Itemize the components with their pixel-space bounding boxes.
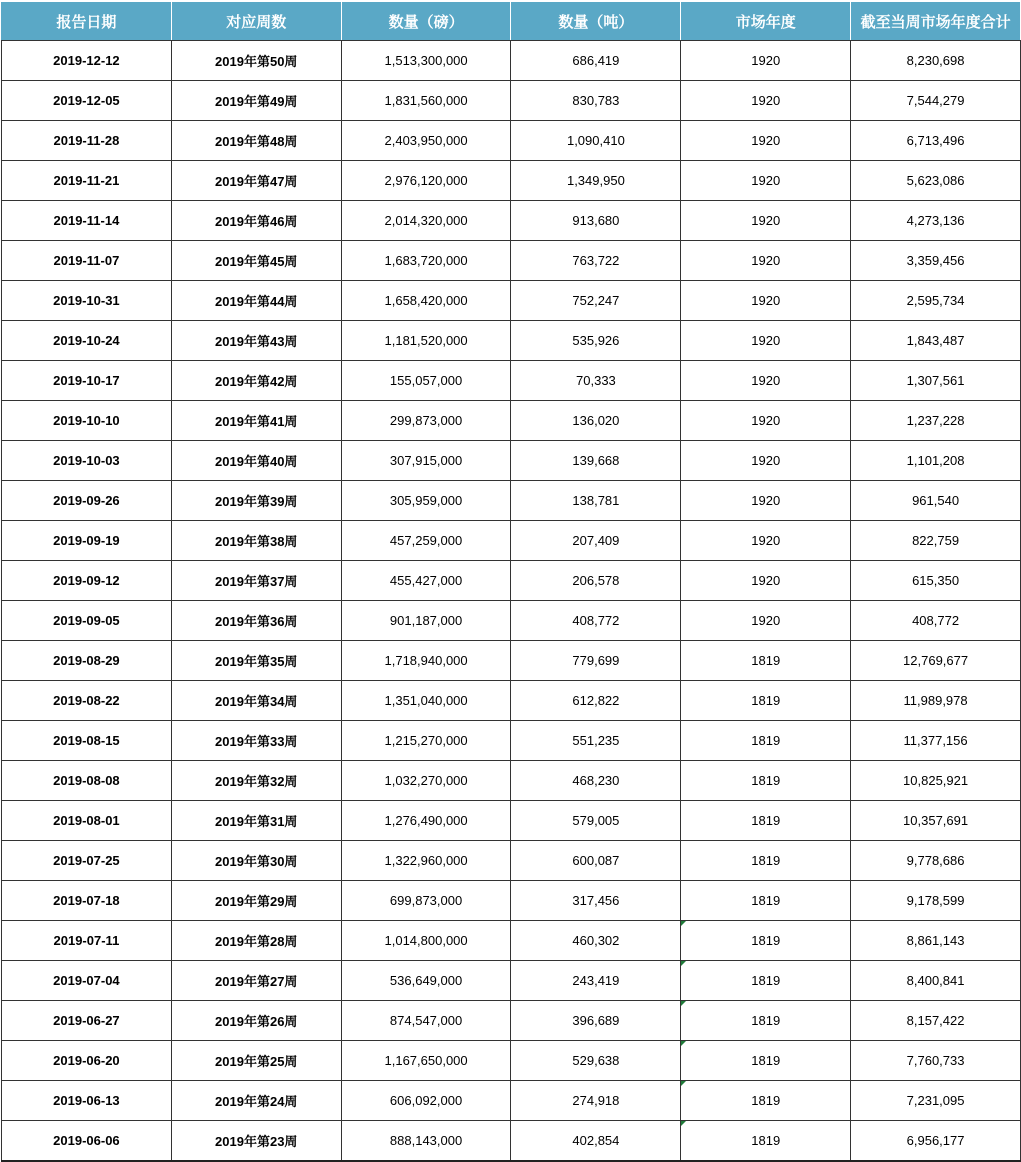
market-year-cell[interactable]: 1920 xyxy=(681,281,851,321)
week-cell[interactable]: 2019年第37周 xyxy=(171,561,341,601)
report-date-cell[interactable]: 2019-12-12 xyxy=(2,41,172,81)
table-row xyxy=(2,81,1021,121)
quantity-pounds-cell[interactable]: 699,873,000 xyxy=(341,881,511,921)
cumulative-total-cell[interactable]: 8,157,422 xyxy=(851,1001,1021,1041)
quantity-tons-cell[interactable]: 408,772 xyxy=(511,601,681,641)
quantity-tons-cell[interactable]: 579,005 xyxy=(511,801,681,841)
report-date-cell[interactable]: 2019-11-28 xyxy=(2,121,172,161)
week-cell[interactable]: 2019年第35周 xyxy=(171,641,341,681)
quantity-tons-cell[interactable]: 468,230 xyxy=(511,761,681,801)
quantity-tons-cell[interactable]: 913,680 xyxy=(511,201,681,241)
market-year-cell[interactable]: 1920 xyxy=(681,561,851,601)
cumulative-total-cell[interactable]: 7,231,095 xyxy=(851,1081,1021,1121)
table-row xyxy=(2,401,1021,441)
report-date-cell[interactable]: 2019-10-31 xyxy=(2,281,172,321)
quantity-tons-cell[interactable]: 763,722 xyxy=(511,241,681,281)
report-date-cell[interactable]: 2019-11-21 xyxy=(2,161,172,201)
cumulative-total-cell[interactable]: 12,769,677 xyxy=(851,641,1021,681)
market-year-cell[interactable]: 1920 xyxy=(681,161,851,201)
quantity-tons-cell[interactable]: 551,235 xyxy=(511,721,681,761)
cumulative-total-cell[interactable]: 10,357,691 xyxy=(851,801,1021,841)
week-cell[interactable]: 2019年第36周 xyxy=(171,601,341,641)
report-date-cell[interactable]: 2019-10-03 xyxy=(2,441,172,481)
table-row xyxy=(2,721,1021,761)
quantity-tons-cell[interactable]: 535,926 xyxy=(511,321,681,361)
cumulative-total-cell[interactable]: 11,377,156 xyxy=(851,721,1021,761)
table-row xyxy=(2,441,1021,481)
report-date-cell[interactable]: 2019-08-08 xyxy=(2,761,172,801)
quantity-pounds-cell[interactable]: 155,057,000 xyxy=(341,361,511,401)
quantity-tons-cell[interactable]: 752,247 xyxy=(511,281,681,321)
report-date-cell[interactable]: 2019-11-14 xyxy=(2,201,172,241)
cumulative-total-cell[interactable]: 3,359,456 xyxy=(851,241,1021,281)
table-row xyxy=(2,681,1021,721)
column-header-market-year[interactable]: 市场年度 xyxy=(681,2,851,41)
quantity-tons-cell[interactable]: 139,668 xyxy=(511,441,681,481)
report-date-cell[interactable]: 2019-09-19 xyxy=(2,521,172,561)
quantity-tons-cell[interactable]: 274,918 xyxy=(511,1081,681,1121)
cumulative-total-cell[interactable]: 7,760,733 xyxy=(851,1041,1021,1081)
week-cell[interactable]: 2019年第49周 xyxy=(171,81,341,121)
week-cell[interactable]: 2019年第47周 xyxy=(171,161,341,201)
market-year-cell[interactable]: 1819 xyxy=(681,841,851,881)
quantity-tons-cell[interactable]: 686,419 xyxy=(511,41,681,81)
table-row xyxy=(2,321,1021,361)
report-date-cell[interactable]: 2019-09-12 xyxy=(2,561,172,601)
table-row xyxy=(2,521,1021,561)
table-body xyxy=(2,41,1021,1162)
market-year-cell[interactable]: 1819 xyxy=(681,801,851,841)
report-date-cell[interactable]: 2019-12-05 xyxy=(2,81,172,121)
cumulative-total-cell[interactable]: 8,400,841 xyxy=(851,961,1021,1001)
report-date-cell[interactable]: 2019-06-13 xyxy=(2,1081,172,1121)
market-year-cell[interactable]: 1819 xyxy=(681,681,851,721)
week-cell[interactable]: 2019年第23周 xyxy=(171,1121,341,1162)
table-row xyxy=(2,641,1021,681)
quantity-pounds-cell[interactable]: 874,547,000 xyxy=(341,1001,511,1041)
quantity-tons-cell[interactable]: 830,783 xyxy=(511,81,681,121)
week-cell[interactable]: 2019年第44周 xyxy=(171,281,341,321)
cumulative-total-cell[interactable]: 1,237,228 xyxy=(851,401,1021,441)
quantity-tons-cell[interactable]: 317,456 xyxy=(511,881,681,921)
market-year-cell[interactable]: 1920 xyxy=(681,361,851,401)
quantity-pounds-cell[interactable]: 2,403,950,000 xyxy=(341,121,511,161)
market-year-cell[interactable]: 1819 xyxy=(681,921,851,961)
market-year-cell[interactable]: 1819 xyxy=(681,1041,851,1081)
quantity-pounds-cell[interactable]: 455,427,000 xyxy=(341,561,511,601)
column-header-week[interactable]: 对应周数 xyxy=(171,2,341,41)
header-row xyxy=(2,2,1021,41)
report-date-cell[interactable]: 2019-09-05 xyxy=(2,601,172,641)
market-year-cell[interactable]: 1920 xyxy=(681,441,851,481)
week-cell[interactable]: 2019年第27周 xyxy=(171,961,341,1001)
week-cell[interactable]: 2019年第31周 xyxy=(171,801,341,841)
market-year-cell[interactable]: 1920 xyxy=(681,521,851,561)
week-cell[interactable]: 2019年第50周 xyxy=(171,41,341,81)
report-date-cell[interactable]: 2019-08-22 xyxy=(2,681,172,721)
market-year-cell[interactable]: 1920 xyxy=(681,81,851,121)
table-row xyxy=(2,881,1021,921)
quantity-pounds-cell[interactable]: 305,959,000 xyxy=(341,481,511,521)
report-date-cell[interactable]: 2019-10-17 xyxy=(2,361,172,401)
market-year-cell[interactable]: 1819 xyxy=(681,1081,851,1121)
quantity-pounds-cell[interactable]: 1,513,300,000 xyxy=(341,41,511,81)
quantity-pounds-cell[interactable]: 1,322,960,000 xyxy=(341,841,511,881)
report-date-cell[interactable]: 2019-09-26 xyxy=(2,481,172,521)
week-cell[interactable]: 2019年第46周 xyxy=(171,201,341,241)
quantity-tons-cell[interactable]: 460,302 xyxy=(511,921,681,961)
market-year-cell[interactable]: 1920 xyxy=(681,601,851,641)
week-cell[interactable]: 2019年第28周 xyxy=(171,921,341,961)
market-year-cell[interactable]: 1819 xyxy=(681,881,851,921)
report-date-cell[interactable]: 2019-07-04 xyxy=(2,961,172,1001)
quantity-tons-cell[interactable]: 136,020 xyxy=(511,401,681,441)
quantity-pounds-cell[interactable]: 606,092,000 xyxy=(341,1081,511,1121)
market-year-cell[interactable]: 1819 xyxy=(681,961,851,1001)
quantity-tons-cell[interactable]: 70,333 xyxy=(511,361,681,401)
cumulative-total-cell[interactable]: 1,101,208 xyxy=(851,441,1021,481)
quantity-pounds-cell[interactable]: 1,831,560,000 xyxy=(341,81,511,121)
cumulative-total-cell[interactable]: 408,772 xyxy=(851,601,1021,641)
market-year-cell[interactable]: 1819 xyxy=(681,761,851,801)
report-date-cell[interactable]: 2019-08-01 xyxy=(2,801,172,841)
cumulative-total-cell[interactable]: 961,540 xyxy=(851,481,1021,521)
table-row xyxy=(2,361,1021,401)
report-date-cell[interactable]: 2019-06-20 xyxy=(2,1041,172,1081)
market-year-cell[interactable]: 1920 xyxy=(681,481,851,521)
quantity-tons-cell[interactable]: 207,409 xyxy=(511,521,681,561)
quantity-tons-cell[interactable]: 529,638 xyxy=(511,1041,681,1081)
week-cell[interactable]: 2019年第32周 xyxy=(171,761,341,801)
cumulative-total-cell[interactable]: 8,861,143 xyxy=(851,921,1021,961)
report-date-cell[interactable]: 2019-07-11 xyxy=(2,921,172,961)
week-cell[interactable]: 2019年第48周 xyxy=(171,121,341,161)
table-row xyxy=(2,561,1021,601)
market-year-cell[interactable]: 1920 xyxy=(681,121,851,161)
data-table xyxy=(1,1,1021,1162)
report-date-cell[interactable]: 2019-10-10 xyxy=(2,401,172,441)
cumulative-total-cell[interactable]: 615,350 xyxy=(851,561,1021,601)
week-cell[interactable]: 2019年第43周 xyxy=(171,321,341,361)
quantity-pounds-cell[interactable]: 1,181,520,000 xyxy=(341,321,511,361)
week-cell[interactable]: 2019年第40周 xyxy=(171,441,341,481)
quantity-tons-cell[interactable]: 402,854 xyxy=(511,1121,681,1162)
report-date-cell[interactable]: 2019-06-27 xyxy=(2,1001,172,1041)
quantity-pounds-cell[interactable]: 1,032,270,000 xyxy=(341,761,511,801)
week-cell[interactable]: 2019年第33周 xyxy=(171,721,341,761)
quantity-tons-cell[interactable]: 1,349,950 xyxy=(511,161,681,201)
table-row xyxy=(2,761,1021,801)
quantity-tons-cell[interactable]: 396,689 xyxy=(511,1001,681,1041)
week-cell[interactable]: 2019年第42周 xyxy=(171,361,341,401)
column-header-cumulative-total[interactable]: 截至当周市场年度合计 xyxy=(851,2,1021,41)
table-row xyxy=(2,1001,1021,1041)
quantity-tons-cell[interactable]: 243,419 xyxy=(511,961,681,1001)
cumulative-total-cell[interactable]: 5,623,086 xyxy=(851,161,1021,201)
cumulative-total-cell[interactable]: 8,230,698 xyxy=(851,41,1021,81)
quantity-pounds-cell[interactable]: 1,167,650,000 xyxy=(341,1041,511,1081)
market-year-cell[interactable]: 1920 xyxy=(681,401,851,441)
cumulative-total-cell[interactable]: 6,956,177 xyxy=(851,1121,1021,1162)
week-cell[interactable]: 2019年第25周 xyxy=(171,1041,341,1081)
quantity-pounds-cell[interactable]: 307,915,000 xyxy=(341,441,511,481)
market-year-cell[interactable]: 1819 xyxy=(681,1121,851,1162)
report-date-cell[interactable]: 2019-08-15 xyxy=(2,721,172,761)
market-year-cell[interactable]: 1819 xyxy=(681,1001,851,1041)
market-year-cell[interactable]: 1819 xyxy=(681,721,851,761)
quantity-pounds-cell[interactable]: 1,683,720,000 xyxy=(341,241,511,281)
report-date-cell[interactable]: 2019-10-24 xyxy=(2,321,172,361)
cumulative-total-cell[interactable]: 1,843,487 xyxy=(851,321,1021,361)
market-year-cell[interactable]: 1920 xyxy=(681,241,851,281)
report-date-cell[interactable]: 2019-06-06 xyxy=(2,1121,172,1162)
quantity-pounds-cell[interactable]: 457,259,000 xyxy=(341,521,511,561)
cumulative-total-cell[interactable]: 7,544,279 xyxy=(851,81,1021,121)
cumulative-total-cell[interactable]: 9,178,599 xyxy=(851,881,1021,921)
quantity-pounds-cell[interactable]: 2,014,320,000 xyxy=(341,201,511,241)
column-header-report-date[interactable]: 报告日期 xyxy=(2,2,172,41)
quantity-pounds-cell[interactable]: 1,718,940,000 xyxy=(341,641,511,681)
table-row xyxy=(2,241,1021,281)
week-cell[interactable]: 2019年第39周 xyxy=(171,481,341,521)
cumulative-total-cell[interactable]: 6,713,496 xyxy=(851,121,1021,161)
quantity-pounds-cell[interactable]: 1,276,490,000 xyxy=(341,801,511,841)
table-row xyxy=(2,481,1021,521)
quantity-pounds-cell[interactable]: 299,873,000 xyxy=(341,401,511,441)
quantity-tons-cell[interactable]: 600,087 xyxy=(511,841,681,881)
table-row xyxy=(2,161,1021,201)
week-cell[interactable]: 2019年第34周 xyxy=(171,681,341,721)
quantity-tons-cell[interactable]: 138,781 xyxy=(511,481,681,521)
quantity-pounds-cell[interactable]: 1,658,420,000 xyxy=(341,281,511,321)
table-row xyxy=(2,1081,1021,1121)
week-cell[interactable]: 2019年第38周 xyxy=(171,521,341,561)
week-cell[interactable]: 2019年第41周 xyxy=(171,401,341,441)
quantity-pounds-cell[interactable]: 536,649,000 xyxy=(341,961,511,1001)
table-row xyxy=(2,1041,1021,1081)
cumulative-total-cell[interactable]: 822,759 xyxy=(851,521,1021,561)
report-date-cell[interactable]: 2019-11-07 xyxy=(2,241,172,281)
cumulative-total-cell[interactable]: 4,273,136 xyxy=(851,201,1021,241)
quantity-pounds-cell[interactable]: 2,976,120,000 xyxy=(341,161,511,201)
week-cell[interactable]: 2019年第30周 xyxy=(171,841,341,881)
week-cell[interactable]: 2019年第26周 xyxy=(171,1001,341,1041)
market-year-cell[interactable]: 1920 xyxy=(681,321,851,361)
column-header-quantity-pounds[interactable]: 数量（磅） xyxy=(341,2,511,41)
report-date-cell[interactable]: 2019-08-29 xyxy=(2,641,172,681)
quantity-tons-cell[interactable]: 612,822 xyxy=(511,681,681,721)
cumulative-total-cell[interactable]: 11,989,978 xyxy=(851,681,1021,721)
quantity-pounds-cell[interactable]: 1,215,270,000 xyxy=(341,721,511,761)
table-row xyxy=(2,41,1021,81)
column-header-quantity-tons[interactable]: 数量（吨） xyxy=(511,2,681,41)
quantity-tons-cell[interactable]: 1,090,410 xyxy=(511,121,681,161)
table-row xyxy=(2,841,1021,881)
table-row xyxy=(2,801,1021,841)
table-row xyxy=(2,961,1021,1001)
cumulative-total-cell[interactable]: 1,307,561 xyxy=(851,361,1021,401)
market-year-cell[interactable]: 1819 xyxy=(681,641,851,681)
market-year-cell[interactable]: 1920 xyxy=(681,41,851,81)
report-date-cell[interactable]: 2019-07-25 xyxy=(2,841,172,881)
quantity-pounds-cell[interactable]: 901,187,000 xyxy=(341,601,511,641)
table-row xyxy=(2,201,1021,241)
market-year-cell[interactable]: 1920 xyxy=(681,201,851,241)
cumulative-total-cell[interactable]: 2,595,734 xyxy=(851,281,1021,321)
quantity-pounds-cell[interactable]: 888,143,000 xyxy=(341,1121,511,1162)
week-cell[interactable]: 2019年第24周 xyxy=(171,1081,341,1121)
report-date-cell[interactable]: 2019-07-18 xyxy=(2,881,172,921)
table-row xyxy=(2,281,1021,321)
cumulative-total-cell[interactable]: 9,778,686 xyxy=(851,841,1021,881)
table-row xyxy=(2,121,1021,161)
table-row xyxy=(2,601,1021,641)
quantity-pounds-cell[interactable]: 1,014,800,000 xyxy=(341,921,511,961)
week-cell[interactable]: 2019年第29周 xyxy=(171,881,341,921)
table-row xyxy=(2,921,1021,961)
quantity-tons-cell[interactable]: 779,699 xyxy=(511,641,681,681)
week-cell[interactable]: 2019年第45周 xyxy=(171,241,341,281)
table-row xyxy=(2,1121,1021,1162)
quantity-tons-cell[interactable]: 206,578 xyxy=(511,561,681,601)
cumulative-total-cell[interactable]: 10,825,921 xyxy=(851,761,1021,801)
quantity-pounds-cell[interactable]: 1,351,040,000 xyxy=(341,681,511,721)
